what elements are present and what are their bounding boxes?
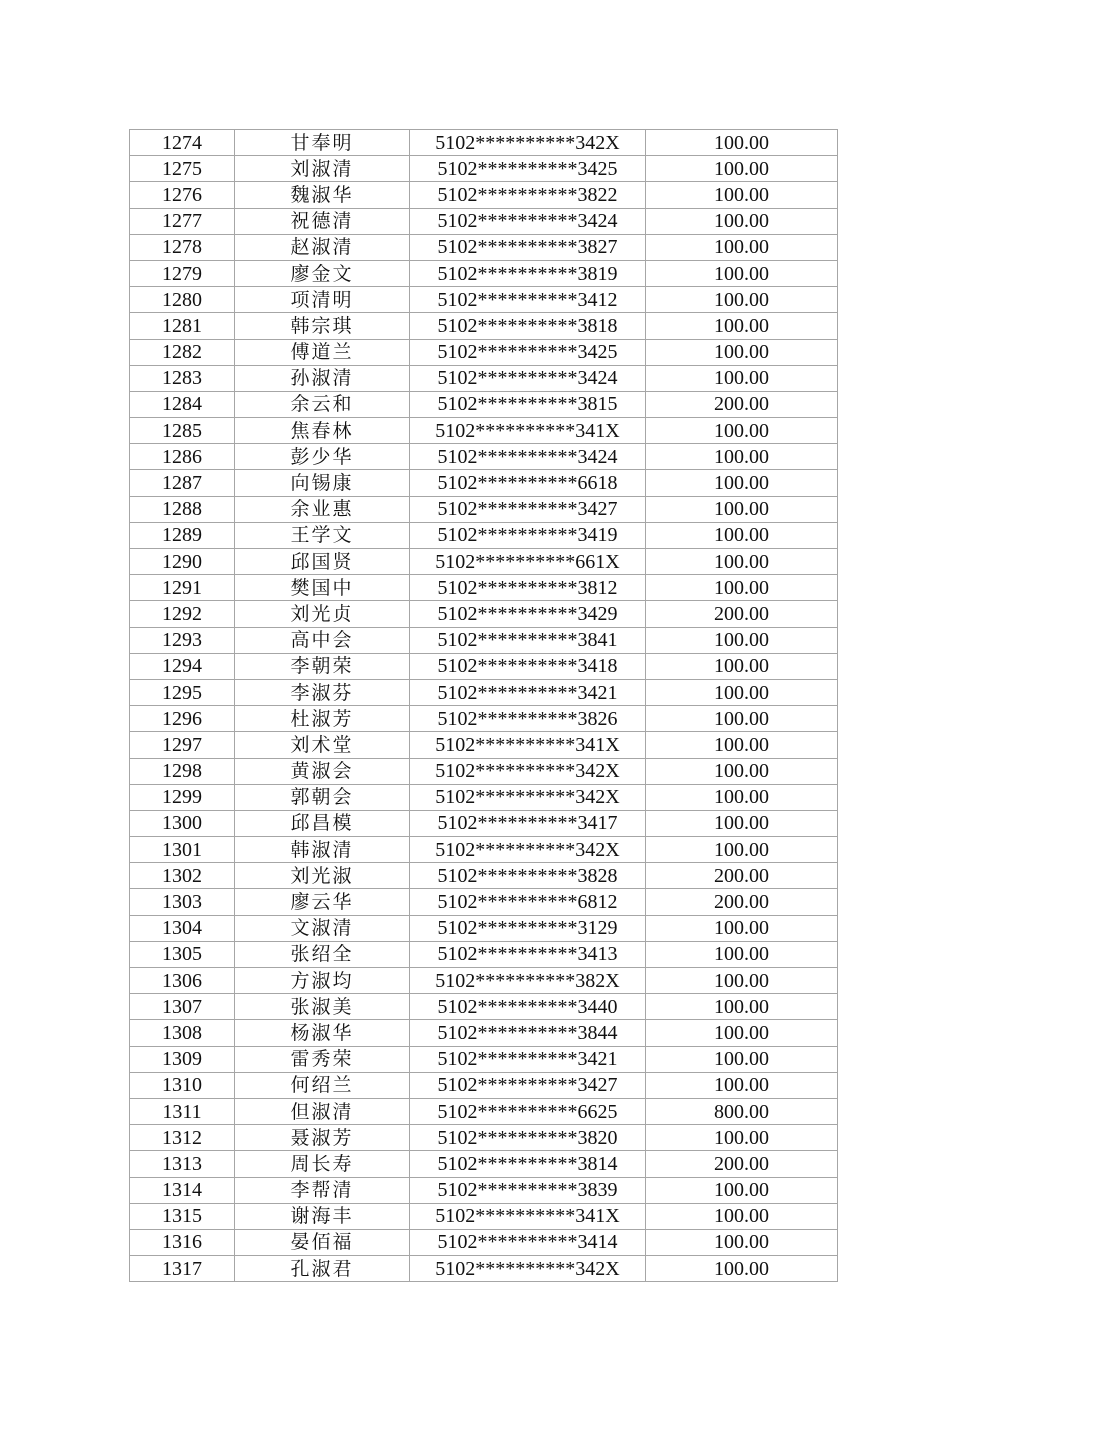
table-row — [130, 287, 838, 313]
amount-cell: 100.00 — [646, 208, 838, 234]
name-cell: 郭朝会 — [235, 784, 410, 810]
table-row — [130, 1072, 838, 1098]
name-cell: 文淑清 — [235, 915, 410, 941]
table-row — [130, 1177, 838, 1203]
name-cell: 刘淑清 — [235, 156, 410, 182]
amount-cell: 100.00 — [646, 1125, 838, 1151]
amount-cell: 100.00 — [646, 1177, 838, 1203]
table-row — [130, 732, 838, 758]
table-row — [130, 1125, 838, 1151]
table-row — [130, 810, 838, 836]
id-number-cell: 5102**********3818 — [410, 313, 646, 339]
amount-cell: 100.00 — [646, 549, 838, 575]
row-number-cell: 1302 — [130, 863, 235, 889]
table-row — [130, 1256, 838, 1282]
name-cell: 刘光淑 — [235, 863, 410, 889]
amount-cell: 100.00 — [646, 287, 838, 313]
amount-cell: 100.00 — [646, 1229, 838, 1255]
name-cell: 余云和 — [235, 391, 410, 417]
records-table — [129, 129, 838, 1282]
name-cell: 彭少华 — [235, 444, 410, 470]
name-cell: 周长寿 — [235, 1151, 410, 1177]
row-number-cell: 1305 — [130, 941, 235, 967]
amount-cell: 100.00 — [646, 968, 838, 994]
id-number-cell: 5102**********341X — [410, 418, 646, 444]
amount-cell: 100.00 — [646, 418, 838, 444]
id-number-cell: 5102**********342X — [410, 1256, 646, 1282]
id-number-cell: 5102**********3418 — [410, 653, 646, 679]
id-number-cell: 5102**********3440 — [410, 994, 646, 1020]
row-number-cell: 1275 — [130, 156, 235, 182]
row-number-cell: 1281 — [130, 313, 235, 339]
amount-cell: 100.00 — [646, 679, 838, 705]
table-row — [130, 627, 838, 653]
row-number-cell: 1298 — [130, 758, 235, 784]
row-number-cell: 1310 — [130, 1072, 235, 1098]
id-number-cell: 5102**********342X — [410, 130, 646, 156]
amount-cell: 100.00 — [646, 444, 838, 470]
amount-cell: 100.00 — [646, 130, 838, 156]
name-cell: 韩淑清 — [235, 837, 410, 863]
id-number-cell: 5102**********3815 — [410, 391, 646, 417]
table-row — [130, 418, 838, 444]
id-number-cell: 5102**********3414 — [410, 1229, 646, 1255]
amount-cell: 100.00 — [646, 156, 838, 182]
id-number-cell: 5102**********382X — [410, 968, 646, 994]
amount-cell: 100.00 — [646, 732, 838, 758]
table-row — [130, 1203, 838, 1229]
amount-cell: 100.00 — [646, 260, 838, 286]
row-number-cell: 1292 — [130, 601, 235, 627]
row-number-cell: 1306 — [130, 968, 235, 994]
row-number-cell: 1313 — [130, 1151, 235, 1177]
row-number-cell: 1290 — [130, 549, 235, 575]
row-number-cell: 1279 — [130, 260, 235, 286]
id-number-cell: 5102**********3413 — [410, 941, 646, 967]
amount-cell: 100.00 — [646, 575, 838, 601]
id-number-cell: 5102**********3419 — [410, 522, 646, 548]
table-row — [130, 1229, 838, 1255]
name-cell: 邱昌模 — [235, 810, 410, 836]
amount-cell: 100.00 — [646, 941, 838, 967]
id-number-cell: 5102**********3425 — [410, 156, 646, 182]
row-number-cell: 1299 — [130, 784, 235, 810]
table-row — [130, 915, 838, 941]
amount-cell: 100.00 — [646, 365, 838, 391]
row-number-cell: 1303 — [130, 889, 235, 915]
id-number-cell: 5102**********342X — [410, 784, 646, 810]
row-number-cell: 1278 — [130, 234, 235, 260]
name-cell: 韩宗琪 — [235, 313, 410, 339]
row-number-cell: 1289 — [130, 522, 235, 548]
table-row — [130, 758, 838, 784]
name-cell: 李淑芬 — [235, 679, 410, 705]
table-row — [130, 234, 838, 260]
table-row — [130, 1098, 838, 1124]
name-cell: 焦春林 — [235, 418, 410, 444]
name-cell: 祝德清 — [235, 208, 410, 234]
name-cell: 高中会 — [235, 627, 410, 653]
name-cell: 魏淑华 — [235, 182, 410, 208]
name-cell: 余业惠 — [235, 496, 410, 522]
amount-cell: 200.00 — [646, 1151, 838, 1177]
id-number-cell: 5102**********3427 — [410, 496, 646, 522]
name-cell: 张绍全 — [235, 941, 410, 967]
table-row — [130, 339, 838, 365]
name-cell: 黄淑会 — [235, 758, 410, 784]
row-number-cell: 1316 — [130, 1229, 235, 1255]
id-number-cell: 5102**********342X — [410, 837, 646, 863]
table-row — [130, 470, 838, 496]
name-cell: 张淑美 — [235, 994, 410, 1020]
id-number-cell: 5102**********3429 — [410, 601, 646, 627]
name-cell: 甘奉明 — [235, 130, 410, 156]
amount-cell: 100.00 — [646, 915, 838, 941]
amount-cell: 100.00 — [646, 758, 838, 784]
row-number-cell: 1288 — [130, 496, 235, 522]
amount-cell: 800.00 — [646, 1098, 838, 1124]
amount-cell: 100.00 — [646, 1203, 838, 1229]
row-number-cell: 1280 — [130, 287, 235, 313]
table-row — [130, 653, 838, 679]
row-number-cell: 1294 — [130, 653, 235, 679]
amount-cell: 100.00 — [646, 810, 838, 836]
table-row — [130, 706, 838, 732]
id-number-cell: 5102**********3417 — [410, 810, 646, 836]
amount-cell: 100.00 — [646, 470, 838, 496]
table-row — [130, 182, 838, 208]
amount-cell: 100.00 — [646, 784, 838, 810]
id-number-cell: 5102**********6625 — [410, 1098, 646, 1124]
id-number-cell: 5102**********3427 — [410, 1072, 646, 1098]
row-number-cell: 1309 — [130, 1046, 235, 1072]
row-number-cell: 1287 — [130, 470, 235, 496]
amount-cell: 100.00 — [646, 339, 838, 365]
row-number-cell: 1277 — [130, 208, 235, 234]
amount-cell: 100.00 — [646, 182, 838, 208]
table-row — [130, 575, 838, 601]
name-cell: 方淑均 — [235, 968, 410, 994]
name-cell: 廖云华 — [235, 889, 410, 915]
name-cell: 聂淑芳 — [235, 1125, 410, 1151]
name-cell: 刘光贞 — [235, 601, 410, 627]
name-cell: 向锡康 — [235, 470, 410, 496]
amount-cell: 100.00 — [646, 1072, 838, 1098]
table-row — [130, 601, 838, 627]
id-number-cell: 5102**********342X — [410, 758, 646, 784]
name-cell: 谢海丰 — [235, 1203, 410, 1229]
id-number-cell: 5102**********3828 — [410, 863, 646, 889]
name-cell: 杨淑华 — [235, 1020, 410, 1046]
id-number-cell: 5102**********3820 — [410, 1125, 646, 1151]
table-row — [130, 1151, 838, 1177]
id-number-cell: 5102**********3826 — [410, 706, 646, 732]
amount-cell: 200.00 — [646, 601, 838, 627]
amount-cell: 100.00 — [646, 522, 838, 548]
name-cell: 晏佰福 — [235, 1229, 410, 1255]
table-row — [130, 941, 838, 967]
row-number-cell: 1291 — [130, 575, 235, 601]
id-number-cell: 5102**********3822 — [410, 182, 646, 208]
id-number-cell: 5102**********341X — [410, 1203, 646, 1229]
row-number-cell: 1285 — [130, 418, 235, 444]
table-row — [130, 1046, 838, 1072]
name-cell: 刘术堂 — [235, 732, 410, 758]
amount-cell: 100.00 — [646, 313, 838, 339]
id-number-cell: 5102**********3839 — [410, 1177, 646, 1203]
id-number-cell: 5102**********3412 — [410, 287, 646, 313]
amount-cell: 100.00 — [646, 994, 838, 1020]
id-number-cell: 5102**********341X — [410, 732, 646, 758]
name-cell: 项清明 — [235, 287, 410, 313]
id-number-cell: 5102**********3812 — [410, 575, 646, 601]
name-cell: 但淑清 — [235, 1098, 410, 1124]
id-number-cell: 5102**********661X — [410, 549, 646, 575]
id-number-cell: 5102**********3129 — [410, 915, 646, 941]
name-cell: 廖金文 — [235, 260, 410, 286]
name-cell: 赵淑清 — [235, 234, 410, 260]
name-cell: 李帮清 — [235, 1177, 410, 1203]
name-cell: 雷秀荣 — [235, 1046, 410, 1072]
name-cell: 何绍兰 — [235, 1072, 410, 1098]
id-number-cell: 5102**********3814 — [410, 1151, 646, 1177]
id-number-cell: 5102**********6812 — [410, 889, 646, 915]
id-number-cell: 5102**********3424 — [410, 444, 646, 470]
row-number-cell: 1297 — [130, 732, 235, 758]
name-cell: 孙淑清 — [235, 365, 410, 391]
row-number-cell: 1274 — [130, 130, 235, 156]
row-number-cell: 1282 — [130, 339, 235, 365]
table-row — [130, 968, 838, 994]
name-cell: 王学文 — [235, 522, 410, 548]
amount-cell: 100.00 — [646, 1020, 838, 1046]
table-row — [130, 784, 838, 810]
row-number-cell: 1295 — [130, 679, 235, 705]
table-row — [130, 130, 838, 156]
table-row — [130, 260, 838, 286]
row-number-cell: 1276 — [130, 182, 235, 208]
amount-cell: 100.00 — [646, 627, 838, 653]
row-number-cell: 1315 — [130, 1203, 235, 1229]
table-row — [130, 522, 838, 548]
id-number-cell: 5102**********3425 — [410, 339, 646, 365]
table-row — [130, 313, 838, 339]
row-number-cell: 1284 — [130, 391, 235, 417]
amount-cell: 100.00 — [646, 837, 838, 863]
row-number-cell: 1286 — [130, 444, 235, 470]
name-cell: 傅道兰 — [235, 339, 410, 365]
table-row — [130, 549, 838, 575]
name-cell: 邱国贤 — [235, 549, 410, 575]
row-number-cell: 1283 — [130, 365, 235, 391]
row-number-cell: 1300 — [130, 810, 235, 836]
amount-cell: 100.00 — [646, 234, 838, 260]
table-row — [130, 889, 838, 915]
row-number-cell: 1317 — [130, 1256, 235, 1282]
name-cell: 杜淑芳 — [235, 706, 410, 732]
name-cell: 李朝荣 — [235, 653, 410, 679]
records-table-body — [130, 130, 838, 1282]
table-row — [130, 837, 838, 863]
id-number-cell: 5102**********3424 — [410, 208, 646, 234]
table-row — [130, 679, 838, 705]
row-number-cell: 1296 — [130, 706, 235, 732]
row-number-cell: 1304 — [130, 915, 235, 941]
table-row — [130, 994, 838, 1020]
table-row — [130, 1020, 838, 1046]
table-row — [130, 496, 838, 522]
table-row — [130, 391, 838, 417]
table-row — [130, 444, 838, 470]
amount-cell: 200.00 — [646, 863, 838, 889]
id-number-cell: 5102**********3421 — [410, 1046, 646, 1072]
id-number-cell: 5102**********3424 — [410, 365, 646, 391]
id-number-cell: 5102**********3844 — [410, 1020, 646, 1046]
row-number-cell: 1311 — [130, 1098, 235, 1124]
table-row — [130, 156, 838, 182]
amount-cell: 100.00 — [646, 1256, 838, 1282]
name-cell: 樊国中 — [235, 575, 410, 601]
row-number-cell: 1293 — [130, 627, 235, 653]
amount-cell: 200.00 — [646, 391, 838, 417]
id-number-cell: 5102**********3421 — [410, 679, 646, 705]
table-row — [130, 365, 838, 391]
row-number-cell: 1308 — [130, 1020, 235, 1046]
row-number-cell: 1307 — [130, 994, 235, 1020]
amount-cell: 200.00 — [646, 889, 838, 915]
id-number-cell: 5102**********3819 — [410, 260, 646, 286]
table-row — [130, 863, 838, 889]
id-number-cell: 5102**********6618 — [410, 470, 646, 496]
id-number-cell: 5102**********3841 — [410, 627, 646, 653]
amount-cell: 100.00 — [646, 1046, 838, 1072]
amount-cell: 100.00 — [646, 496, 838, 522]
amount-cell: 100.00 — [646, 653, 838, 679]
id-number-cell: 5102**********3827 — [410, 234, 646, 260]
row-number-cell: 1314 — [130, 1177, 235, 1203]
amount-cell: 100.00 — [646, 706, 838, 732]
name-cell: 孔淑君 — [235, 1256, 410, 1282]
row-number-cell: 1301 — [130, 837, 235, 863]
row-number-cell: 1312 — [130, 1125, 235, 1151]
table-row — [130, 208, 838, 234]
